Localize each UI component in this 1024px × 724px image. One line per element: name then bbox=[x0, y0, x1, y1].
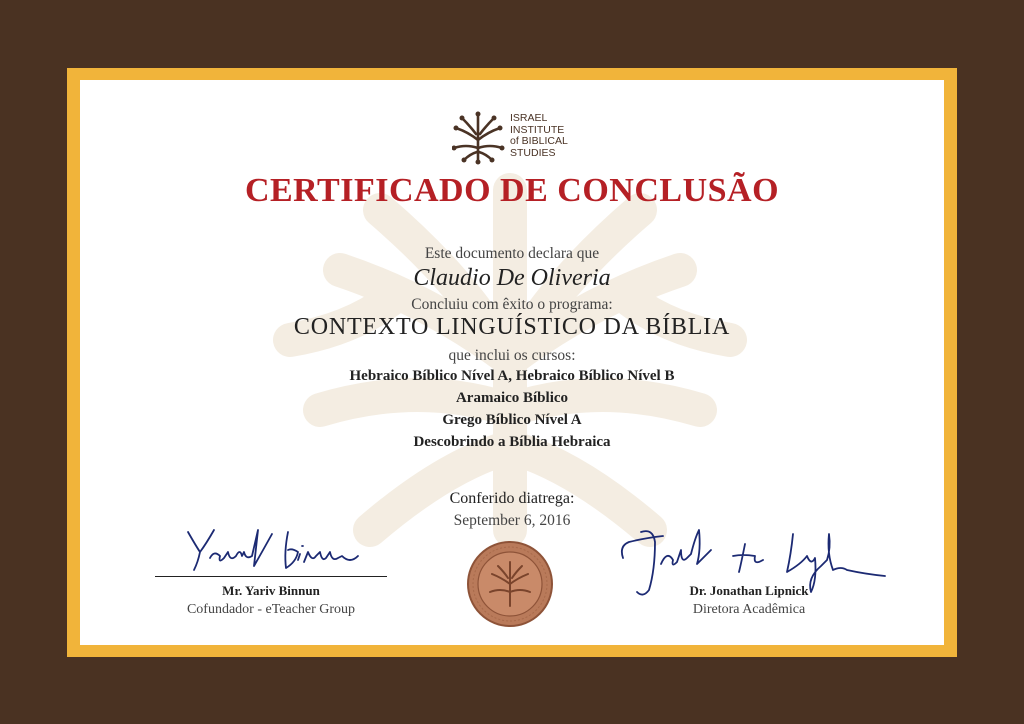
conferred-date: September 6, 2016 bbox=[453, 512, 571, 529]
course-item: Aramaico Bíblico bbox=[455, 390, 569, 406]
left-signature-line bbox=[155, 576, 387, 577]
logo-line: INSTITUTE bbox=[510, 123, 565, 136]
logo-line: of BIBLICAL bbox=[510, 135, 568, 147]
logo-line: STUDIES bbox=[510, 146, 556, 159]
wax-seal-icon bbox=[466, 540, 554, 628]
declares-text: Este documento declara que bbox=[424, 245, 600, 262]
course-item: Grego Bíblico Nível A bbox=[442, 412, 582, 428]
course-item: Descobrindo a Bíblia Hebraica bbox=[413, 434, 611, 450]
recipient-name: Claudio De Oliveria bbox=[413, 265, 611, 291]
certificate-title: CERTIFICADO DE CONCLUSÃO bbox=[244, 172, 780, 209]
right-signer-role: Diretora Acadêmica bbox=[692, 602, 806, 617]
conferred-label: Conferido diatrega: bbox=[449, 490, 575, 507]
course-item: Hebraico Bíblico Nível A, Hebraico Bíblico Nível B bbox=[349, 368, 675, 384]
includes-text: que inclui os cursos: bbox=[448, 347, 576, 364]
left-signer-role: Cofundador - eTeacher Group bbox=[186, 602, 356, 617]
left-signer-name: Mr. Yariv Binnun bbox=[222, 583, 320, 598]
right-signer-name: Dr. Jonathan Lipnick bbox=[689, 583, 809, 598]
program-name: CONTEXTO LINGUÍSTICO DA BÍBLIA bbox=[293, 314, 731, 340]
completed-text: Concluiu com êxito o programa: bbox=[411, 296, 613, 313]
logo-line: ISRAEL bbox=[510, 112, 548, 124]
left-signature bbox=[180, 522, 380, 574]
institute-logo-text bbox=[510, 113, 568, 159]
